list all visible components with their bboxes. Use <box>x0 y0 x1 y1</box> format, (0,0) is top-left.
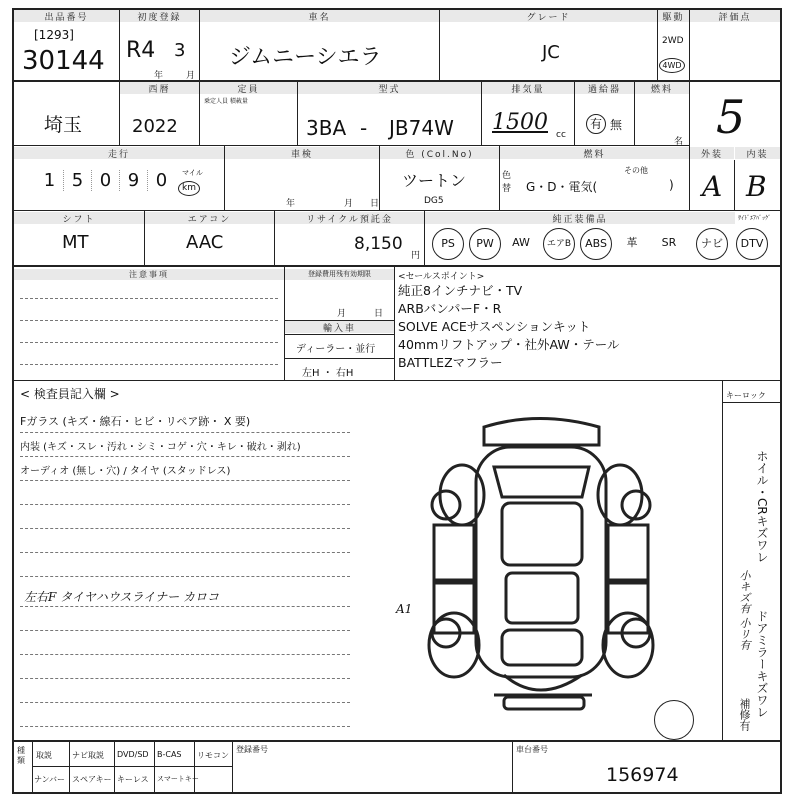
footer-item-manual: 取説 <box>36 751 52 760</box>
sales-points <box>398 282 620 372</box>
equip-pw-circled: PW <box>469 228 501 260</box>
score-label: 評価点 <box>690 10 780 22</box>
color-change-label: 色替 <box>502 171 512 194</box>
capacity-label: 定員 <box>200 82 297 94</box>
color-code: DG5 <box>424 196 444 206</box>
fuel-options: G・D・電気( <box>526 180 598 194</box>
inspection-title: < 検査員記入欄 > <box>20 387 120 401</box>
right-front-door <box>608 525 648 580</box>
turbo-yes-circled: 有 <box>586 114 606 134</box>
footer-item-spare-key: スペアキー <box>72 775 112 784</box>
model-code: JB74W <box>389 116 454 140</box>
fuel-label: 燃料 <box>500 147 689 159</box>
grade-value: JC <box>542 42 560 63</box>
score-value: 5 <box>716 90 746 144</box>
capacity-sub: 乗定人員 積載量 <box>204 98 248 105</box>
import-value: ディーラー・並行 <box>296 344 376 355</box>
recycle-value: 8,150 <box>354 234 403 254</box>
diagram-mark: A1 <box>396 602 413 616</box>
insp-year-unit: 年 <box>286 199 296 209</box>
mileage-digit: 5 <box>64 170 92 191</box>
mile-unit: マイル <box>182 169 203 177</box>
front-bumper-outline <box>484 419 599 446</box>
first-reg-era: R4 <box>126 38 156 63</box>
turbo-no: 無 <box>610 118 623 132</box>
equipment-label: 純正装備品 <box>425 212 735 224</box>
mileage-label: 走行 <box>14 147 224 159</box>
caution-label: 注意事項 <box>14 269 284 280</box>
equip-navi-circled: ナビ <box>696 228 728 260</box>
car-name: ジムニーシエラ <box>229 45 382 70</box>
year-label: 西暦 <box>120 82 199 94</box>
handwritten-note: 左右F タイヤハウスライナー カロコ <box>24 590 219 604</box>
equip-dtv-circled: DTV <box>736 228 768 260</box>
month-unit: 月 <box>186 71 196 81</box>
reg-no-label: 登録番号 <box>236 745 268 754</box>
footer-item-navi-manual: ナビ取説 <box>72 751 104 760</box>
footer-item-dvd: DVD/SD <box>117 750 149 759</box>
lot-number: 30144 <box>22 46 105 76</box>
drive-label: 駆動 <box>658 10 689 22</box>
right-rear-door <box>608 583 648 633</box>
footer-item-remote: リモコン <box>197 751 229 760</box>
fuel-close: ) <box>669 178 674 192</box>
fuel-label-top: 燃料 <box>635 82 689 94</box>
footer-item-number: ナンバー <box>34 775 66 784</box>
import-label: 輸入車 <box>285 321 394 333</box>
km-unit-circled: km <box>178 181 200 196</box>
windshield-outline <box>502 503 582 565</box>
sales-label: <セールスポイント> <box>398 272 485 282</box>
drive-4wd-circled: 4WD <box>659 58 685 73</box>
drive-2wd: 2WD <box>662 36 684 46</box>
roof-outline <box>506 573 578 623</box>
reg-year: 2022 <box>132 116 178 137</box>
shift-value: MT <box>62 232 89 253</box>
reg-day-unit: 日 <box>374 309 384 319</box>
equip-abs-circled: ABS <box>580 228 612 260</box>
sales-point: ARBバンパーF・R <box>398 301 502 316</box>
inspection-label: 車検 <box>225 147 379 159</box>
first-reg-label: 初度登録 <box>120 10 199 22</box>
rear-window-outline <box>502 630 582 665</box>
interior-grade: B <box>746 170 767 203</box>
equip-ps-circled: PS <box>432 228 464 260</box>
side-text-scratch: 小キズ有 小リ有 <box>738 570 751 651</box>
sales-point: 40mmリフトアップ・社外AW・テール <box>398 337 620 352</box>
displacement: 1500 <box>492 110 548 135</box>
model-label: 型式 <box>298 82 481 94</box>
color-value: ツートン <box>402 171 467 190</box>
rear-bumper <box>504 697 584 709</box>
left-rear-door <box>434 583 474 633</box>
mileage-digit: 0 <box>92 170 120 191</box>
turbo-label: 過給器 <box>575 82 634 94</box>
mileage-digit: 1 <box>36 170 64 191</box>
fuel-other: その他 <box>624 166 648 175</box>
chassis-label: 車台番号 <box>516 745 548 754</box>
name-mark: 名 <box>674 137 684 147</box>
mileage-digit: 0 <box>155 170 168 191</box>
equip-airbag-circled: エアB <box>543 228 575 260</box>
lot-bracket: [1293] <box>34 28 74 42</box>
sales-point: BATTLEZマフラー <box>398 355 503 370</box>
chassis-number: 156974 <box>606 764 679 786</box>
model-prefix: 3BA <box>306 116 347 140</box>
displacement-label: 排気量 <box>482 82 574 94</box>
lot-label: 出品番号 <box>14 10 119 22</box>
kind-label: 種類 <box>17 746 25 765</box>
spare-tire-icon <box>654 700 694 740</box>
equip-leather: 革 <box>626 236 638 249</box>
hood-outline <box>494 467 589 497</box>
key-lock-label: キーロック <box>726 391 766 400</box>
yen-unit: 円 <box>411 251 421 261</box>
equip-sr: SR <box>661 236 677 249</box>
registration-label: 登録費用残有効期限 <box>285 269 394 280</box>
side-text-wheel: ホイル・CRキズワレ <box>755 450 769 563</box>
footer-item-bcas: B-CAS <box>157 750 182 759</box>
color-label: 色 (Col.No) <box>380 147 499 159</box>
interior-label: 内装 <box>735 147 780 159</box>
footer-item-smart-key: スマートキー <box>157 775 199 783</box>
model-dash: - <box>360 116 368 140</box>
exterior-grade: A <box>702 170 723 203</box>
shift-label: シフト <box>14 212 144 224</box>
footer-item-keyless: キーレス <box>117 775 149 784</box>
sales-point: SOLVE ACEサスペンションキット <box>398 319 591 334</box>
ac-label: エアコン <box>145 212 274 224</box>
year-unit: 年 <box>154 71 164 81</box>
interior-line: 内装 (キズ・スレ・汚れ・シミ・コゲ・穴・キレ・破れ・剥れ) <box>20 442 301 453</box>
car-diagram <box>414 405 664 720</box>
side-text-mirror: ドアミラーキズワレ <box>755 610 769 718</box>
side-text-repair: 補修有 <box>738 698 751 731</box>
recycle-label: リサイクル預託金 <box>275 212 424 224</box>
car-name-label: 車名 <box>200 10 439 22</box>
sales-point: 純正8インチナビ・TV <box>398 283 523 298</box>
steering: 左H ・ 右H <box>302 368 354 379</box>
cc-unit: cc <box>556 130 566 140</box>
insp-month-unit: 月 <box>344 199 354 209</box>
auction-sheet <box>12 8 782 794</box>
mileage-digit: 9 <box>120 170 148 191</box>
first-reg-month: 3 <box>174 40 186 61</box>
mileage-digits <box>36 170 175 191</box>
glass-line: Fガラス (キズ・線石・ヒビ・リペア跡・ X 要) <box>20 415 251 428</box>
left-front-door <box>434 525 474 580</box>
region: 埼玉 <box>44 114 83 136</box>
audio-line: オーディオ (無し・穴) / タイヤ (スタッドレス) <box>20 466 231 477</box>
exterior-label: 外装 <box>690 147 734 159</box>
insp-day-unit: 日 <box>370 199 380 209</box>
grade-label: グレード <box>440 10 657 22</box>
ac-value: AAC <box>186 232 224 253</box>
equip-aw: AW <box>512 236 530 249</box>
reg-month-unit: 月 <box>337 309 347 319</box>
side-airbag-label: ｻｲﾄﾞｴｱﾊﾞｯｸﾞ <box>738 215 772 222</box>
